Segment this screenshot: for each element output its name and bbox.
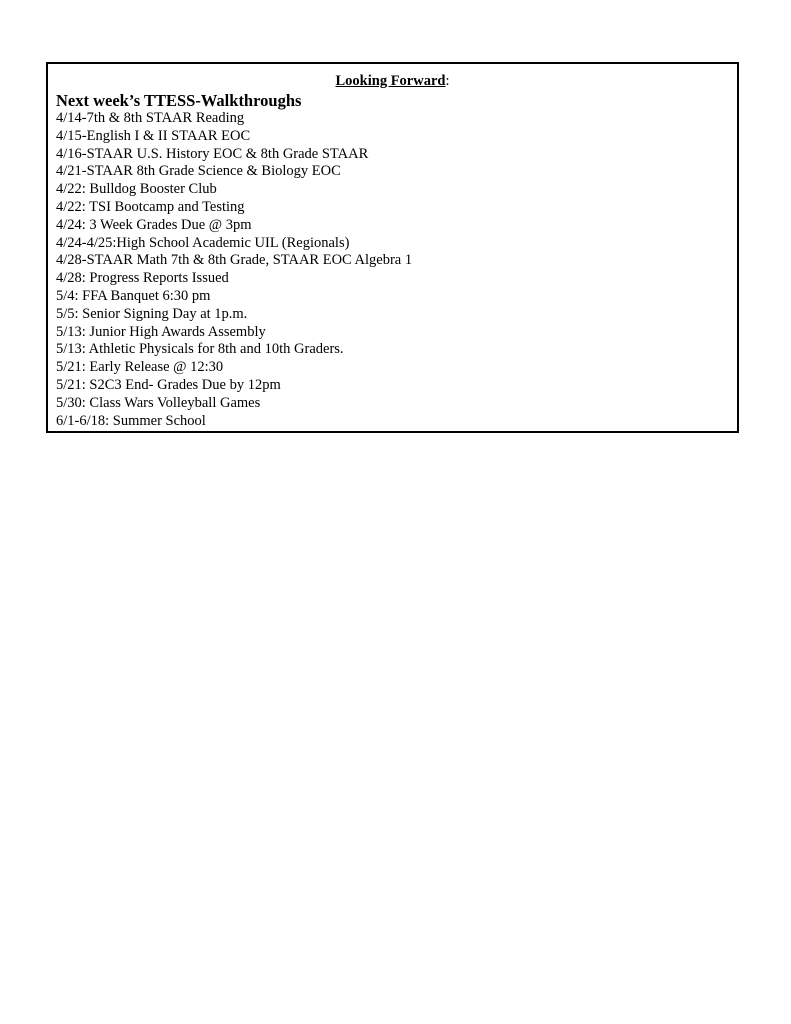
event-item: 5/4: FFA Banquet 6:30 pm	[56, 287, 211, 304]
event-item: 4/28: Progress Reports Issued	[56, 270, 229, 287]
section-heading	[48, 73, 737, 90]
heading-title: Looking Forward	[335, 73, 446, 89]
event-item: 4/24-4/25:High School Academic UIL (Regionals)	[56, 234, 350, 251]
looking-forward-box	[46, 62, 739, 433]
event-item: 4/22: TSI Bootcamp and Testing	[56, 198, 245, 215]
event-item: 4/15-English I & II STAAR EOC	[56, 127, 251, 144]
event-item: 4/14-7th & 8th STAAR Reading	[56, 110, 245, 126]
event-item: 5/13: Athletic Physicals for 8th and 10th Graders.	[56, 341, 344, 358]
event-item: 5/21: Early Release @ 12:30	[56, 359, 224, 376]
event-item: 4/24: 3 Week Grades Due @ 3pm	[56, 216, 252, 233]
event-item: 4/28-STAAR Math 7th & 8th Grade, STAAR EOC Algebra 1	[56, 252, 413, 269]
event-item: 5/13: Junior High Awards Assembly	[56, 323, 266, 340]
event-item: 5/5: Senior Signing Day at 1p.m.	[56, 305, 248, 322]
heading-colon: :	[445, 73, 450, 89]
events-list	[56, 110, 412, 430]
event-item: 4/22: Bulldog Booster Club	[56, 181, 217, 198]
event-item: 4/21-STAAR 8th Grade Science & Biology EOC	[56, 163, 341, 180]
event-item: 5/30: Class Wars Volleyball Games	[56, 394, 261, 411]
walkthroughs-subheading: Next week’s TTESS-Walkthroughs	[56, 91, 302, 110]
event-item: 5/21: S2C3 End- Grades Due by 12pm	[56, 376, 281, 393]
event-item: 6/1-6/18: Summer School	[56, 412, 206, 429]
event-item: 4/16-STAAR U.S. History EOC & 8th Grade STAAR	[56, 145, 369, 162]
